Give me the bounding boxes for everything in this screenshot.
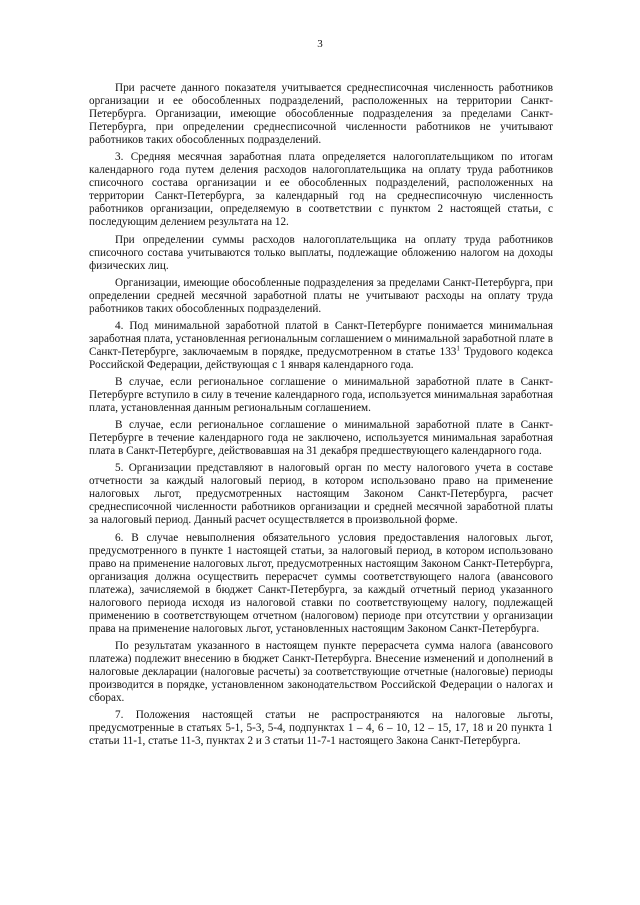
paragraph: При расчете данного показателя учитывается среднесписочная численность работников организации и ее обособленных подразделений, расположенных на территории Санкт-Петербурга. Организации, имеющие обособленные подразделения за пределами Санкт-Петербурга, при определении среднесписочной численности работников не учитывают работников таких обособленных подразделений. xyxy=(89,82,553,147)
paragraph-4-text-continued: Трудового кодекса Российской Федерации, действующая с 1 января календарного года. xyxy=(89,345,553,371)
paragraph: 5. Организации представляют в налоговый орган по месту налогового учета в составе отчетности за каждый налоговый период, в котором использовано право на применение налоговых льгот, предусмотренных настоящим Законом Санкт-Петербурга, расчет среднесписочной численности работников организации и средней месячной заработной платы за налоговый период. Данный расчет осуществляется в произвольной форме. xyxy=(89,462,553,527)
paragraph-4-text: 4. Под минимальной заработной платой в Санкт-Петербурге понимается минимальная заработная плата, установленная региональным соглашением о минимальной заработной плате в Санкт-Петербурге, заключаемым в порядке, предусмотренном в статье 133 xyxy=(89,319,553,358)
paragraph: 7. Положения настоящей статьи не распространяются на налоговые льготы, предусмотренные в статьях 5-1, 5-3, 5-4, подпунктах 1 – 4, 6 – 10, 12 – 15, 17, 18 и 20 пункта 1 статьи 11-1, статье 11-3, пунктах 2 и 3 статьи 11-7-1 настоящего Закона Санкт-Петербурга. xyxy=(89,709,553,748)
paragraph: По результатам указанного в настоящем пункте перерасчета сумма налога (авансового платежа) подлежит внесению в бюджет Санкт-Петербурга. Внесение изменений и дополнений в налоговые декларации (налоговые расчеты) за соответствующие отчетные (налоговые) периоды производится в порядке, установленном законодательством Российской Федерации о налогах и сборах. xyxy=(89,639,553,705)
paragraph-4 xyxy=(89,320,553,372)
page-number: 3 xyxy=(317,38,323,50)
document-body xyxy=(89,82,553,748)
paragraph: 3. Средняя месячная заработная плата определяется налогоплательщиком по итогам календарного года путем деления расходов налогоплательщика на оплату труда работников списочного состава организации и ее обособленных подразделений, расположенных на территории Санкт-Петербурга, за календарный год на среднесписочную численность работников организации, определяемую в соответствии с пунктом 2 настоящей статьи, с последующим делением результата на 12. xyxy=(89,151,553,229)
paragraph: В случае, если региональное соглашение о минимальной заработной плате в Санкт-Петербурге вступило в силу в течение календарного года, используется минимальная заработная плата, установленная данным региональным соглашением. xyxy=(89,375,553,415)
paragraph: В случае, если региональное соглашение о минимальной заработной плате в Санкт-Петербурге в течение календарного года не заключено, используется минимальная заработная плата в Санкт-Петербурге, действовавшая на 31 декабря предшествующего календарного года. xyxy=(89,419,553,458)
article-superscript: 1 xyxy=(456,344,460,353)
paragraph: При определении суммы расходов налогоплательщика на оплату труда работников списочного состава учитываются только выплаты, подлежащие обложению налогом на доходы физических лиц. xyxy=(89,233,553,272)
paragraph: 6. В случае невыполнения обязательного условия предоставления налоговых льгот, предусмотренного в пункте 1 настоящей статьи, за налоговый период, в котором использовано право на применение налоговых льгот, предусмотренных настоящим Законом Санкт-Петербурга, организация должна осуществить перерасчет суммы соответствующего налога (авансового платежа), зачисляемой в бюджет Санкт-Петербурга, за каждый отчетный период указанного налогового периода исходя из налоговой ставки по соответствующему налогу, подлежащей применению в соответствующем отчетном (налоговом) периоде при отсутствии у организации права на применение налоговых льгот, установленных настоящим Законом Санкт-Петербурга. xyxy=(89,531,553,635)
paragraph: Организации, имеющие обособленные подразделения за пределами Санкт-Петербурга, при определении средней месячной заработной платы не учитывают расходы на оплату труда работников таких обособленных подразделений. xyxy=(89,276,553,315)
